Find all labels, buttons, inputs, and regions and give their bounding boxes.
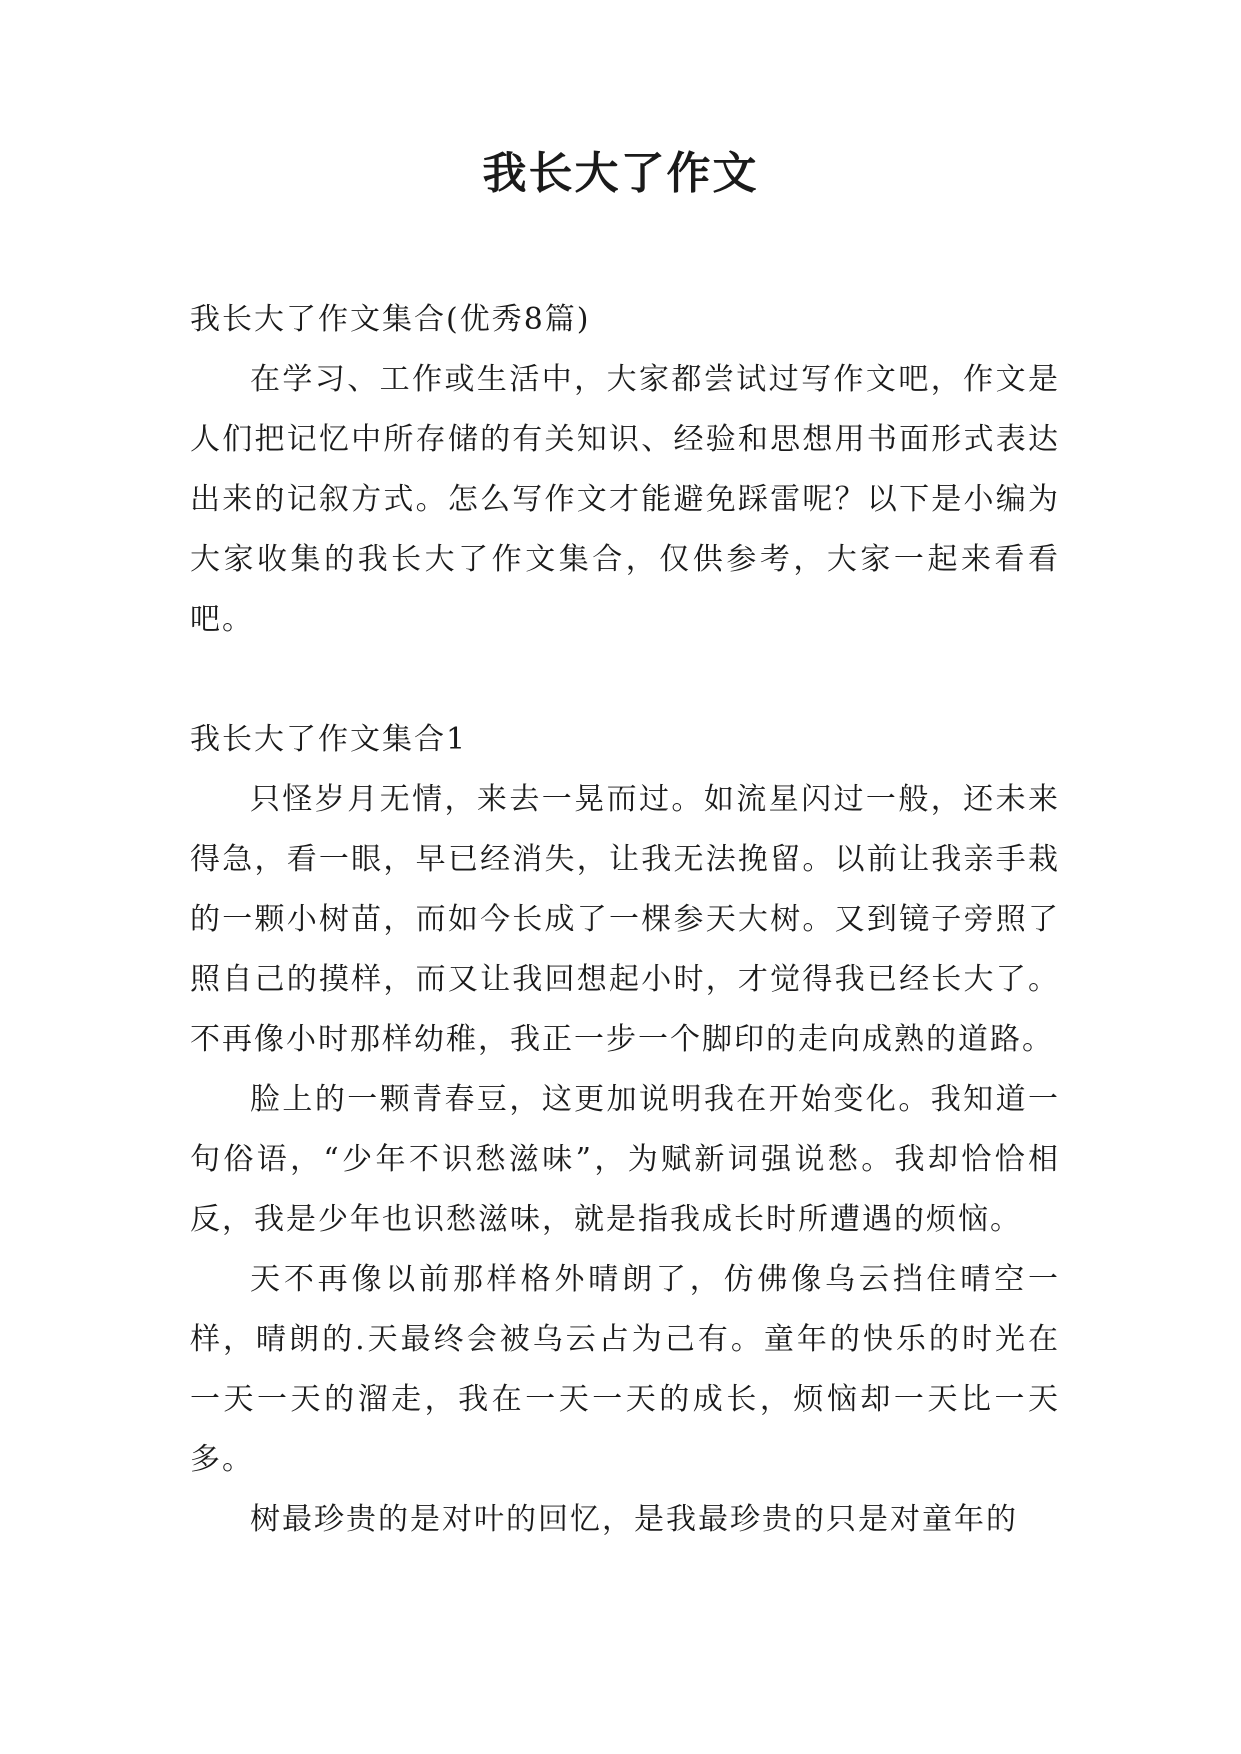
body-paragraph: 只怪岁月无情，来去一晃而过。如流星闪过一般，还未来得急，看一眼，早已经消失，让我无法挽留。以前让我亲手栽的一颗小树苗，而如今长成了一棵参天大树。又到镜子旁照了照自己的摸样，而又让我回想起小时，才觉得我已经长大了。不再像小时那样幼稚，我正一步一个脚印的走向成熟的道路。	[190, 782, 1060, 1057]
body-paragraph: 天不再像以前那样格外晴朗了，仿佛像乌云挡住晴空一样，晴朗的.天最终会被乌云占为己有。童年的快乐的时光在一天一天的溜走，我在一天一天的成长，烦恼却一天比一天多。	[190, 1262, 1060, 1477]
body-paragraph: 树最珍贵的是对叶的回忆，是我最珍贵的只是对童年的	[250, 1502, 1018, 1537]
document-title: 我长大了作文	[482, 148, 759, 199]
collection-subtitle: 我长大了作文集合(优秀8篇)	[190, 302, 591, 337]
intro-paragraph: 在学习、工作或生活中，大家都尝试过写作文吧，作文是人们把记忆中所存储的有关知识、经验和思想用书面形式表达出来的记叙方式。怎么写作文才能避免踩雷呢？以下是小编为大家收集的我长大了作文集合，仅供参考，大家一起来看看吧。	[190, 362, 1060, 637]
body-paragraph: 脸上的一颗青春豆，这更加说明我在开始变化。我知道一句俗语，“少年不识愁滋味”，为赋新词强说愁。我却恰恰相反，我是少年也识愁滋味，就是指我成长时所遭遇的烦恼。	[190, 1082, 1060, 1237]
document-body	[190, 290, 1060, 1550]
section-spacer	[190, 650, 1060, 710]
section-heading: 我长大了作文集合1	[190, 722, 468, 757]
